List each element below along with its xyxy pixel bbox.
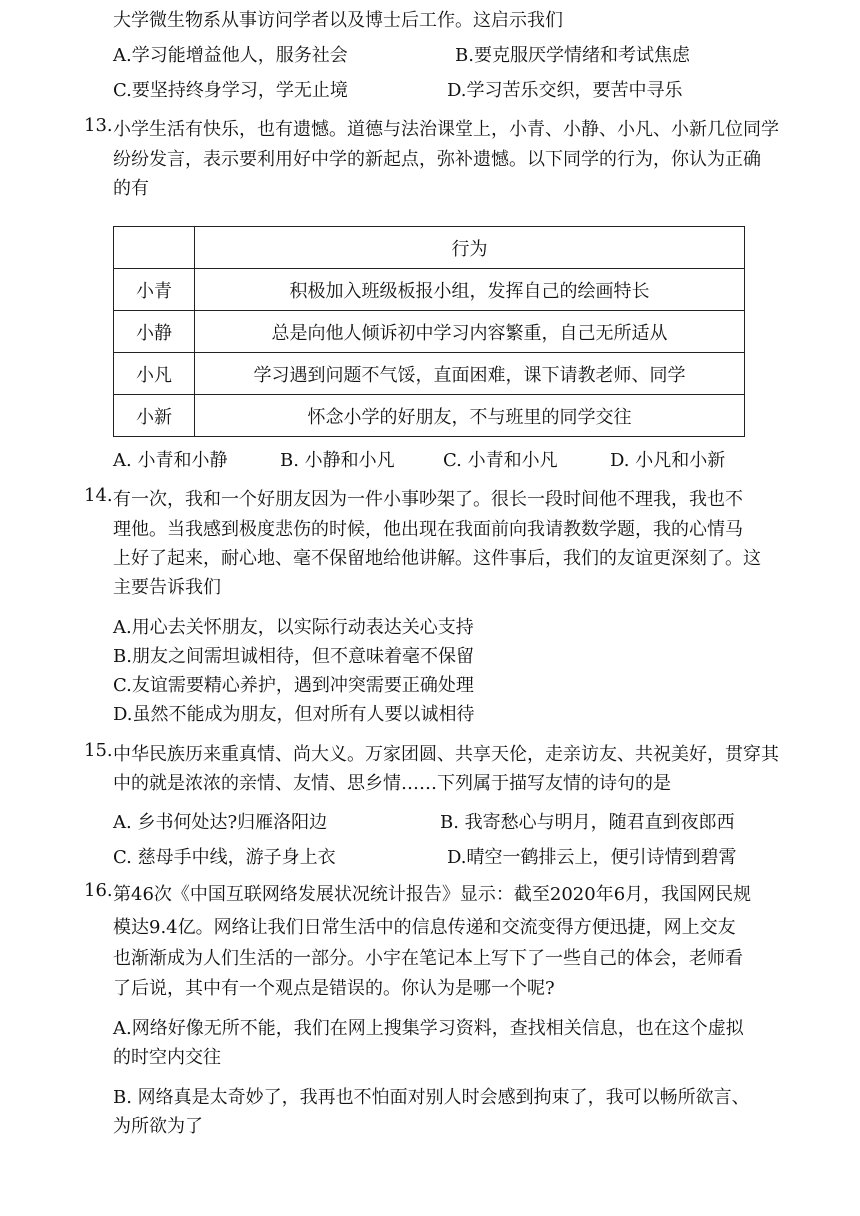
table-header-cell-empty: [114, 227, 195, 269]
behavior-cell: 学习遇到问题不气馁，直面困难，课下请教老师、同学: [195, 353, 745, 395]
q16-stem-line: 模达9.4亿。网络让我们日常生活中的信息传递和交流变得方便迅捷，网上交友: [113, 917, 736, 938]
q13-number: 13.: [84, 115, 113, 136]
behavior-cell: 积极加入班级板报小组，发挥自己的绘画特长: [195, 269, 745, 311]
behavior-table: [113, 226, 745, 437]
table-row: [114, 395, 745, 437]
q15-number: 15.: [84, 740, 113, 761]
q16-option-b-line: 为所欲为了: [113, 1116, 203, 1137]
q13-stem-line: 纷纷发言，表示要利用好中学的新起点，弥补遗憾。以下同学的行为，你认为正确: [113, 149, 761, 170]
table-row: [114, 311, 745, 353]
table-row: [114, 353, 745, 395]
q16-number: 16.: [84, 880, 113, 901]
student-name-cell: 小静: [114, 311, 195, 353]
q16-option-a-line: A.网络好像无所不能，我们在网上搜集学习资料，查找相关信息，也在这个虚拟: [113, 1018, 744, 1039]
behavior-cell: 怀念小学的好朋友，不与班里的同学交往: [195, 395, 745, 437]
q16-option-b-line: B. 网络真是太奇妙了，我再也不怕面对别人时会感到拘束了，我可以畅所欲言、: [113, 1087, 750, 1108]
q14-stem-line: 理他。当我感到极度悲伤的时候，他出现在我面前向我请教数学题，我的心情马: [113, 519, 743, 540]
q13-option-a: A. 小青和小静: [113, 450, 228, 471]
q12-stem-tail: 大学微生物系从事访问学者以及博士后工作。这启示我们: [113, 10, 563, 31]
table-header-cell: 行为: [195, 227, 745, 269]
q13-option-b: B. 小静和小凡: [280, 450, 395, 471]
q12-option-d: D.学习苦乐交织，要苦中寻乐: [447, 80, 683, 101]
table-header-row: [114, 227, 745, 269]
q14-option-c: C.友谊需要精心养护，遇到冲突需要正确处理: [113, 675, 474, 696]
q15-option-b: B. 我寄愁心与明月，随君直到夜郎西: [440, 812, 735, 833]
q14-stem-line: 主要告诉我们: [113, 577, 221, 598]
q15-option-c: C. 慈母手中线，游子身上衣: [113, 847, 336, 868]
q14-number: 14.: [84, 485, 113, 506]
q15-option-d: D.晴空一鹤排云上，便引诗情到碧霄: [447, 847, 737, 868]
q13-stem-line: 的有: [113, 178, 149, 199]
q12-option-c: C.要坚持终身学习，学无止境: [113, 80, 348, 101]
q14-option-a: A.用心去关怀朋友，以实际行动表达关心支持: [113, 617, 474, 638]
q13-option-c: C. 小青和小凡: [443, 450, 558, 471]
q14-stem-line: 上好了起来，耐心地、毫不保留地给他讲解。这件事后，我们的友谊更深刻了。这: [113, 548, 761, 569]
q16-stem-line: 了后说，其中有一个观点是错误的。你认为是哪一个呢?: [113, 978, 555, 999]
q16-stem-line: 也渐渐成为人们生活的一部分。小宇在笔记本上写下了一些自己的体会，老师看: [113, 948, 743, 969]
q13-stem-line: 小学生活有快乐，也有遗憾。道德与法治课堂上，小青、小静、小凡、小新几位同学: [113, 119, 779, 140]
q12-option-b: B.要克服厌学情绪和考试焦虑: [455, 45, 690, 66]
behavior-cell: 总是向他人倾诉初中学习内容繁重，自己无所适从: [195, 311, 745, 353]
q14-stem-line: 有一次，我和一个好朋友因为一件小事吵架了。很长一段时间他不理我，我也不: [113, 489, 743, 510]
q16-stem-line: 第46次《中国互联网络发展状况统计报告》显示：截至2020年6月，我国网民规: [113, 884, 752, 905]
student-name-cell: 小青: [114, 269, 195, 311]
q15-stem-line: 中的就是浓浓的亲情、友情、思乡情……下列属于描写友情的诗句的是: [113, 773, 671, 794]
q13-option-d: D. 小凡和小新: [610, 450, 726, 471]
q14-option-b: B.朋友之间需坦诚相待，但不意味着毫不保留: [113, 646, 474, 667]
student-name-cell: 小新: [114, 395, 195, 437]
q15-stem-line: 中华民族历来重真情、尚大义。万家团圆、共享天伦，走亲访友、共祝美好，贯穿其: [113, 744, 779, 765]
q15-option-a: A. 乡书何处达?归雁洛阳边: [113, 812, 328, 833]
q14-option-d: D.虽然不能成为朋友，但对所有人要以诚相待: [113, 704, 475, 725]
table-row: [114, 269, 745, 311]
q12-option-a: A.学习能增益他人，服务社会: [113, 45, 348, 66]
q16-option-a-line: 的时空内交往: [113, 1047, 221, 1068]
student-name-cell: 小凡: [114, 353, 195, 395]
